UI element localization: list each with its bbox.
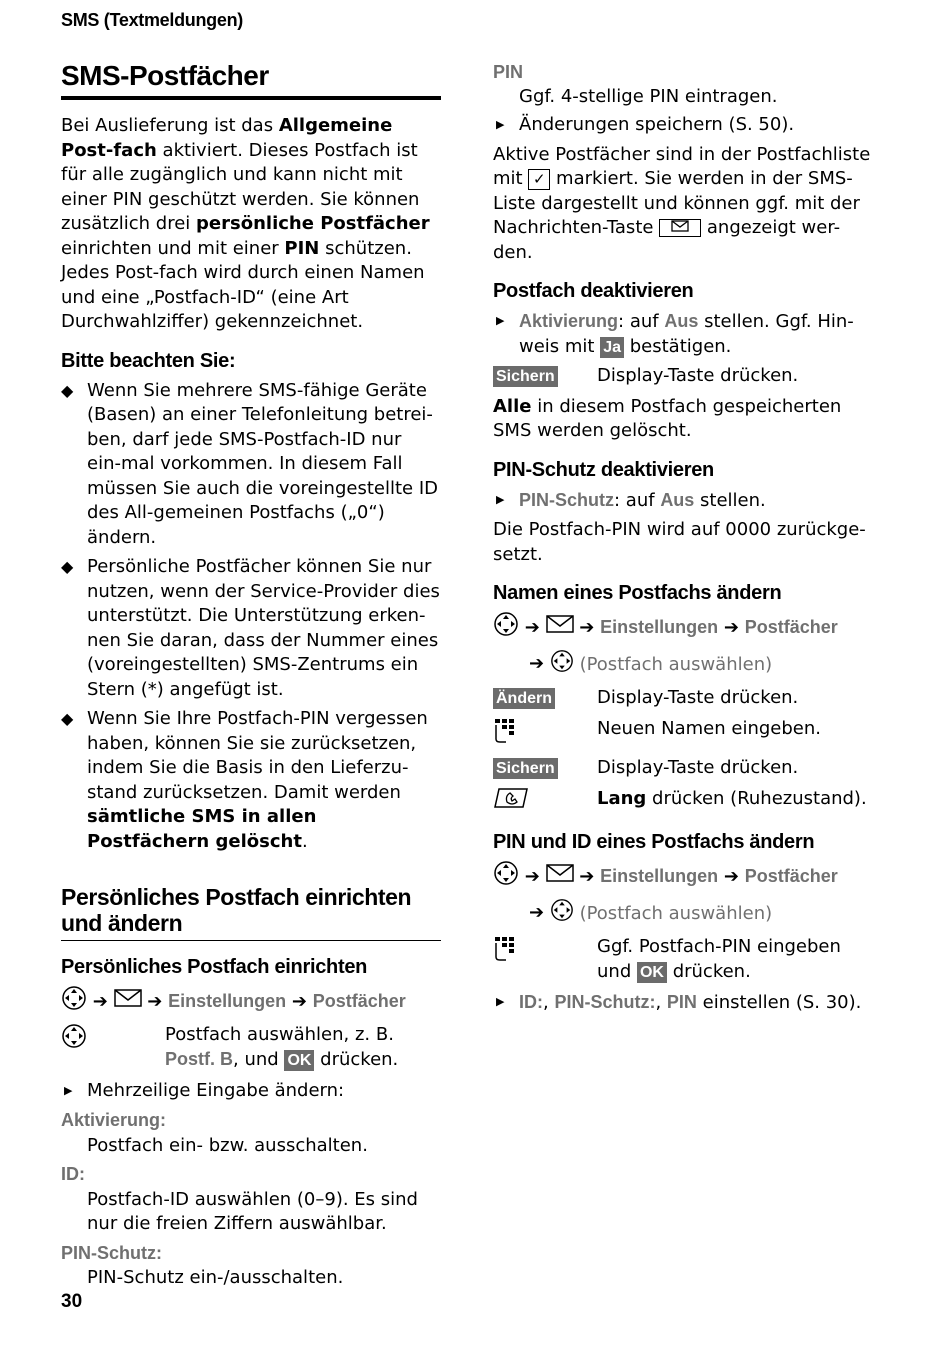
arrow-right-icon: ➔ — [524, 865, 540, 887]
ok-key-badge: OK — [637, 962, 667, 983]
sichern-key-badge: Sichern — [493, 758, 558, 779]
page-number: 30 — [61, 1291, 83, 1312]
keypad-icon — [493, 935, 519, 969]
menu-item-postfaecher: Postfächer — [744, 616, 838, 637]
step-deactivate: ▶ Aktivierung: auf Aus stellen. Ggf. Hin-weis mit Ja bestätigen. — [493, 309, 878, 359]
select-mailbox-row: Postfach auswählen, z. B. Postf. B, und OK drücken. — [61, 1023, 441, 1073]
intro-paragraph: Bei Auslieferung ist das Allgemeine Post-fach aktiviert. Dieses Postfach ist für alle zugänglich und kann nicht mit einer PIN geschützt werden. Sie können zusätzlich drei persönliche Postfächer einrichten und mit einer PIN schützen. Jedes Post-fach wird durch einen Namen und eine „Postfach-ID“ (eine Art Durchwahlziffer) gekennzeichnet. — [61, 115, 430, 332]
envelope-icon — [546, 864, 574, 890]
navigation-key-icon — [493, 611, 519, 645]
menu-item-einstellungen: Einstellungen — [600, 865, 719, 886]
navigation-key-icon — [61, 1023, 87, 1057]
envelope-icon — [114, 989, 142, 1015]
arrow-right-icon: ➔ — [723, 865, 739, 887]
sichern-row: Sichern Display-Taste drücken. — [493, 756, 878, 781]
menu-item-postfaecher: Postfächer — [312, 990, 406, 1011]
arrow-right-icon: ➔ — [579, 616, 595, 638]
menu-item-einstellungen: Einstellungen — [168, 990, 287, 1011]
keypad-row: Ggf. Postfach-PIN eingeben und OK drücken. — [493, 935, 878, 984]
step-pin-off: ▶ PIN-Schutz: auf Aus stellen. — [493, 488, 878, 514]
aendern-row: Ändern Display-Taste drücken. — [493, 686, 878, 711]
active-paragraph: Aktive Postfächer sind in der Postfachliste mit ✓ markiert. Sie werden in der SMS-Liste dargestellt und können ggf. mit der Nachrichten-Taste angezeigt wer-den. — [493, 143, 871, 263]
end-call-key-icon — [493, 787, 529, 817]
heading-deactivate: Postfach deaktivieren — [493, 280, 694, 302]
envelope-icon — [546, 615, 574, 641]
note-item: ◆ Wenn Sie Ihre Postfach-PIN vergessen haben, können Sie sie zurücksetzen, indem Sie die Basis in den Lieferzu-stand zurücksetzen. Damit werden sämtliche SMS in allen Postfächern gelöscht. — [61, 707, 441, 854]
navigation-key-icon — [493, 860, 519, 894]
navigation-key-icon — [550, 649, 574, 681]
option-id: ID: Postfach-ID auswählen (0–9). Es sind nur die freien Ziffern auswählbar. — [61, 1164, 418, 1234]
ok-key-badge: OK — [284, 1050, 314, 1071]
step-save: ▶ Änderungen speichern (S. 50). — [493, 113, 878, 138]
checkmark-icon: ✓ — [528, 169, 550, 190]
note-item: ◆ Wenn Sie mehrere SMS-fähige Geräte (Basen) an einer Telefonleitung betrei-ben, darf jede SMS-Postfach-ID nur ein-mal vorkommen. In diesem Fall müssen Sie auch die voreingestellte ID des All-gemeinen Postfachs („0“) ändern. — [61, 379, 441, 551]
note-list — [61, 379, 441, 855]
section-heading: Persönliches Postfach einrichten und ändern — [61, 884, 441, 941]
arrow-right-icon: ➔ — [579, 865, 595, 887]
note-heading: Bitte beachten Sie: — [61, 349, 236, 372]
heading-pin-off: PIN-Schutz deaktivieren — [493, 458, 714, 481]
menu-path — [493, 860, 878, 894]
menu-item-einstellungen: Einstellungen — [600, 616, 719, 637]
arrow-right-icon: ➔ — [723, 616, 739, 638]
menu-item-postfaecher: Postfächer — [744, 865, 838, 886]
deactivate-note: Alle in diesem Postfach gespeicherten SMS werden gelöscht. — [493, 395, 842, 441]
arrow-right-icon: ➔ — [524, 616, 540, 638]
keypad-icon — [493, 717, 519, 751]
left-column — [61, 58, 441, 1295]
arrow-right-icon: ➔ — [291, 990, 307, 1012]
running-head: SMS (Textmeldungen) — [61, 10, 243, 30]
menu-path-select: ➔ (Postfach auswählen) — [493, 649, 878, 681]
arrow-right-icon: ➔ — [147, 990, 163, 1012]
arrow-right-icon: ➔ — [92, 990, 108, 1012]
menu-path-select: ➔ (Postfach auswählen) — [493, 898, 878, 930]
option-pin: PIN Ggf. 4-stellige PIN eintragen. — [493, 62, 778, 107]
ja-key-badge: Ja — [600, 337, 624, 358]
arrow-right-icon: ➔ — [529, 902, 545, 923]
sichern-row: Sichern Display-Taste drücken. — [493, 364, 878, 389]
navigation-key-icon — [61, 985, 87, 1019]
menu-path — [61, 985, 441, 1019]
option-aktivierung: Aktivierung: Postfach ein- bzw. ausschalten. — [61, 1110, 368, 1156]
message-key-icon — [659, 219, 701, 237]
option-pin-schutz: PIN-Schutz: PIN-Schutz ein-/ausschalten. — [61, 1242, 344, 1288]
note-item: ◆ Persönliche Postfächer können Sie nur nutzen, wenn der Service-Provider dies unterstützt. Die Unterstützung erken-nen Sie daran, dass der Nummer eines (voreingestellten) SMS-Zentrums ein Stern (*) angefügt ist. — [61, 555, 441, 702]
page-title: SMS-Postfächer — [61, 58, 441, 100]
heading-pin-id: PIN und ID eines Postfachs ändern — [493, 831, 815, 853]
step-multiline: ▶ Mehrzeilige Eingabe ändern: — [61, 1079, 441, 1104]
menu-path — [493, 611, 878, 645]
end-call-row: Lang drücken (Ruhezustand). — [493, 787, 878, 817]
step-pin-id: ▶ ID:, PIN-Schutz:, PIN einstellen (S. 30). — [493, 990, 878, 1016]
navigation-key-icon — [550, 898, 574, 930]
heading-rename: Namen eines Postfachs ändern — [493, 582, 782, 604]
keypad-row: Neuen Namen eingeben. — [493, 717, 878, 751]
sub-heading: Persönliches Postfach einrichten — [61, 956, 368, 978]
aendern-key-badge: Ändern — [493, 688, 555, 709]
arrow-right-icon: ➔ — [529, 653, 545, 674]
pin-off-note: Die Postfach-PIN wird auf 0000 zurückge-setzt. — [493, 519, 866, 565]
sichern-key-badge: Sichern — [493, 366, 558, 387]
right-column — [493, 58, 878, 1021]
